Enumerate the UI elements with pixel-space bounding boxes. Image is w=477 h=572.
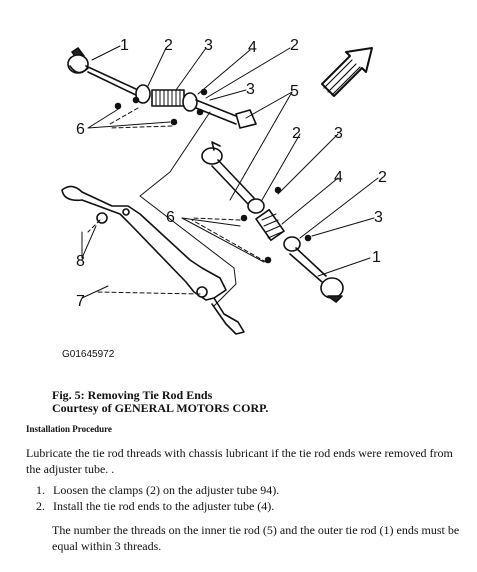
callout-2: 2 [378, 169, 387, 186]
thread-note: The number the threads on the inner tie rod (5) and the outer tie rod (1) ends must be equal within 3 threads. [52, 523, 460, 553]
callout-6: 6 [76, 121, 85, 138]
callout-6: 6 [166, 209, 175, 226]
intro-paragraph: Lubricate the tie rod threads with chassis lubricant if the tie rod ends were removed from the adjuster tube. . [26, 446, 453, 476]
step-number: 2. [36, 499, 45, 513]
callout-2: 2 [292, 125, 301, 142]
callout-1: 1 [372, 249, 381, 266]
step-text: Install the tie rod ends to the adjuster tube (4). [53, 499, 275, 513]
relay-rod [62, 186, 244, 334]
procedure-step [36, 498, 279, 514]
lower-tie-rod-assembly [202, 142, 343, 302]
step-text: Loosen the clamps (2) on the adjuster tube 94). [53, 483, 280, 497]
step-number: 1. [36, 483, 45, 497]
caption-credit: Courtesy of GENERAL MOTORS CORP. [52, 401, 269, 415]
procedure-steps [36, 482, 279, 514]
callout-4: 4 [248, 39, 257, 56]
callout-8: 8 [76, 253, 85, 270]
callout-1: 1 [120, 37, 129, 54]
callout-4: 4 [334, 169, 343, 186]
figure-id: G01645972 [62, 349, 115, 360]
callout-3: 3 [246, 81, 255, 98]
figure-caption [52, 389, 268, 415]
callout-3: 3 [374, 209, 383, 226]
callout-2: 2 [164, 37, 173, 54]
procedure-step [36, 482, 279, 498]
caption-title: Fig. 5: Removing Tie Rod Ends [52, 388, 213, 402]
callout-5: 5 [290, 83, 299, 100]
callout-2: 2 [290, 37, 299, 54]
callout-7: 7 [76, 293, 85, 310]
callout-3: 3 [334, 125, 343, 142]
upper-tie-rod-assembly [68, 48, 256, 128]
callout-3: 3 [204, 37, 213, 54]
section-title: Installation Procedure [26, 424, 112, 434]
